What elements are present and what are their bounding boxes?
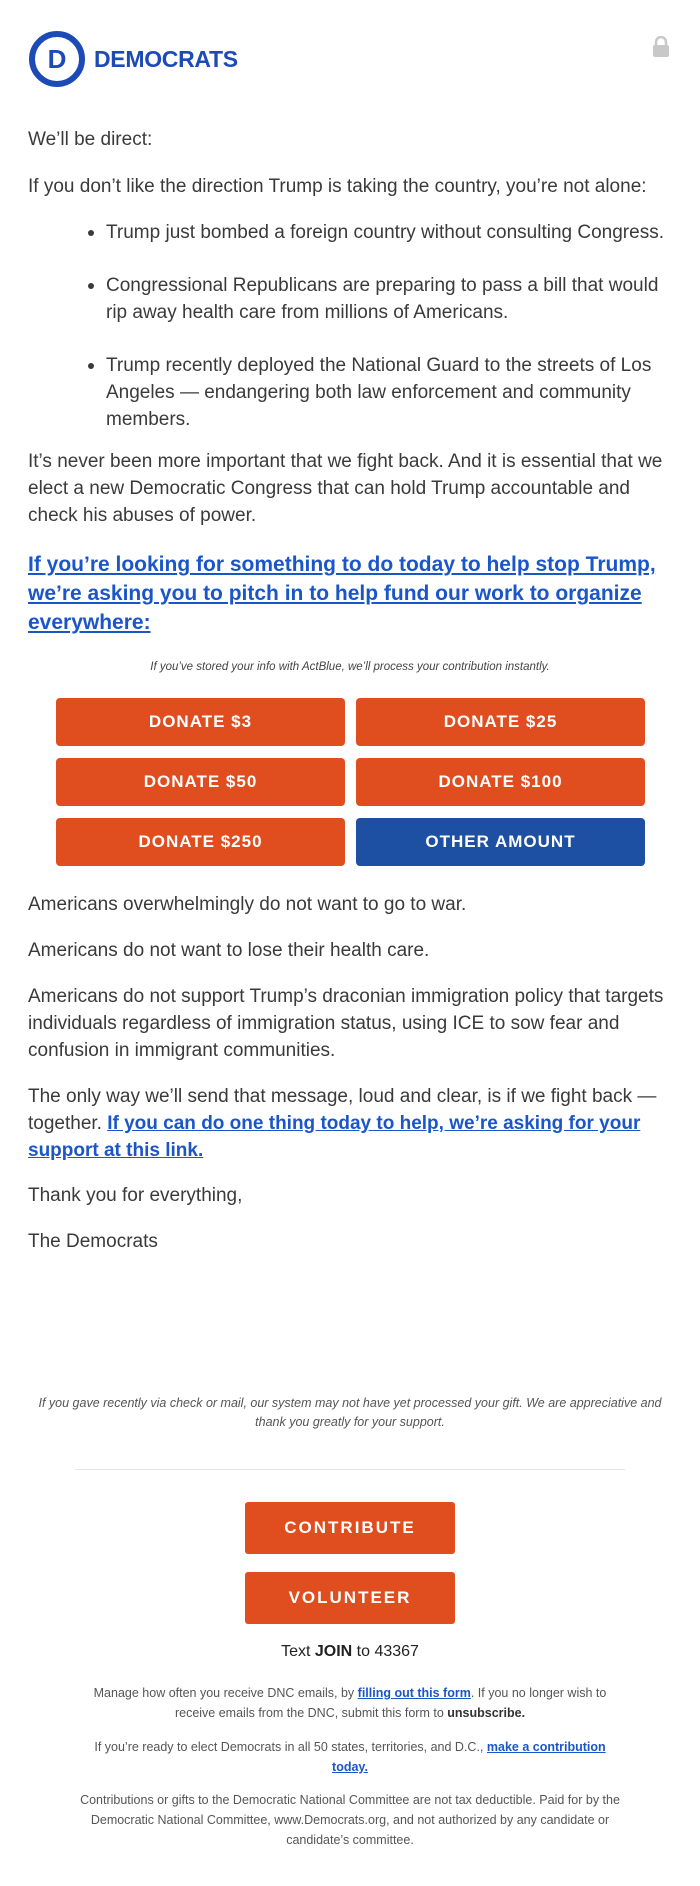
fund-organizing-link[interactable]: If you’re looking for something to do today to help stop Trump, we’re asking you to pitch in to help fund our work to organize everywhere: [28,553,656,634]
message-prefix: The only way we’ll send that message, loud and clear, is if we fight back — together. [28,1086,657,1134]
dnc-logo[interactable] [29,31,238,87]
footer-divider [75,1469,625,1470]
contribute-button[interactable]: CONTRIBUTE [245,1502,455,1554]
donate-100-button[interactable]: DONATE $100 [356,758,645,806]
manage-middle: . If you no longer wish to receive emails from the DNC, submit this form to [174,1686,607,1720]
list-item: Trump just bombed a foreign country without consulting Congress. [28,219,672,246]
lock-icon [652,36,670,58]
text-keyword: JOIN [314,1643,353,1660]
lead-text: If you don’t like the direction Trump is taking the country, you’re not alone: [28,176,647,197]
manage-form-link[interactable]: filling out this form [357,1686,471,1700]
manage-prefix: Manage how often you receive DNC emails, by [93,1686,358,1700]
donate-3-button[interactable]: DONATE $3 [56,698,345,746]
donate-50-button[interactable]: DONATE $50 [56,758,345,806]
list-item: Congressional Republicans are preparing to pass a bill that would rip away health care from millions of Americans. [28,272,672,326]
ready-prefix: If you’re ready to elect Democrats in all 50 states, territories, and D.C., [94,1740,487,1754]
make-contribution-link[interactable]: make a contribution today. [332,1740,606,1774]
message-paragraph [28,1083,672,1164]
war-text: Americans overwhelmingly do not want to go to war. [28,894,467,915]
democrats-d-logo-icon [29,31,85,87]
intro-text: We’ll be direct: [28,129,153,150]
legal-disclaimer: Contributions or gifts to the Democratic National Committee are not tax deductible. Paid for by the Democratic National Committee, www.Democrats.org, and not authorized by any candidate or candidate’s committee. [80,1793,620,1847]
volunteer-button[interactable]: VOLUNTEER [245,1572,455,1624]
logo-letter: D [47,44,67,74]
donate-250-button[interactable]: DONATE $250 [56,818,345,866]
unsubscribe-link[interactable]: unsubscribe. [447,1706,526,1720]
health-text: Americans do not want to lose their health care. [28,940,430,961]
support-link[interactable]: If you can do one thing today to help, we’re asking for your support at this link. [28,1113,641,1161]
bullet-list [28,219,672,459]
actblue-note: If you’ve stored your info with ActBlue, we’ll process your contribution instantly. [150,661,550,673]
manage-emails-text [75,1683,625,1723]
thanks-text: Thank you for everything, [28,1185,243,1206]
list-item: Trump recently deployed the National Guard to the streets of Los Angeles — endangering both law enforcement and community members. [28,352,672,433]
gift-note: If you gave recently via check or mail, our system may not have yet processed your gift. We are appreciative and thank you greatly for your support. [38,1396,662,1429]
other-amount-button[interactable]: OTHER AMOUNT [356,818,645,866]
fight-back-text: It’s never been more important that we fight back. And it is essential that we elect a new Democratic Congress that can hold Trump accountable and check his abuses of power. [28,451,663,526]
text-suffix: to 43367 [352,1643,419,1660]
ready-contribute-text [75,1737,625,1777]
text-prefix: Text [281,1643,315,1660]
immigration-text: Americans do not support Trump’s draconian immigration policy that targets individuals regardless of immigration status, using ICE to sow fear and confusion in immigrant communities. [28,986,664,1061]
text-join-line [0,1643,700,1661]
logo-wordmark: DEMOCRATS [94,45,238,72]
donate-25-button[interactable]: DONATE $25 [356,698,645,746]
signoff-text: The Democrats [28,1231,158,1252]
email-header [0,0,700,116]
